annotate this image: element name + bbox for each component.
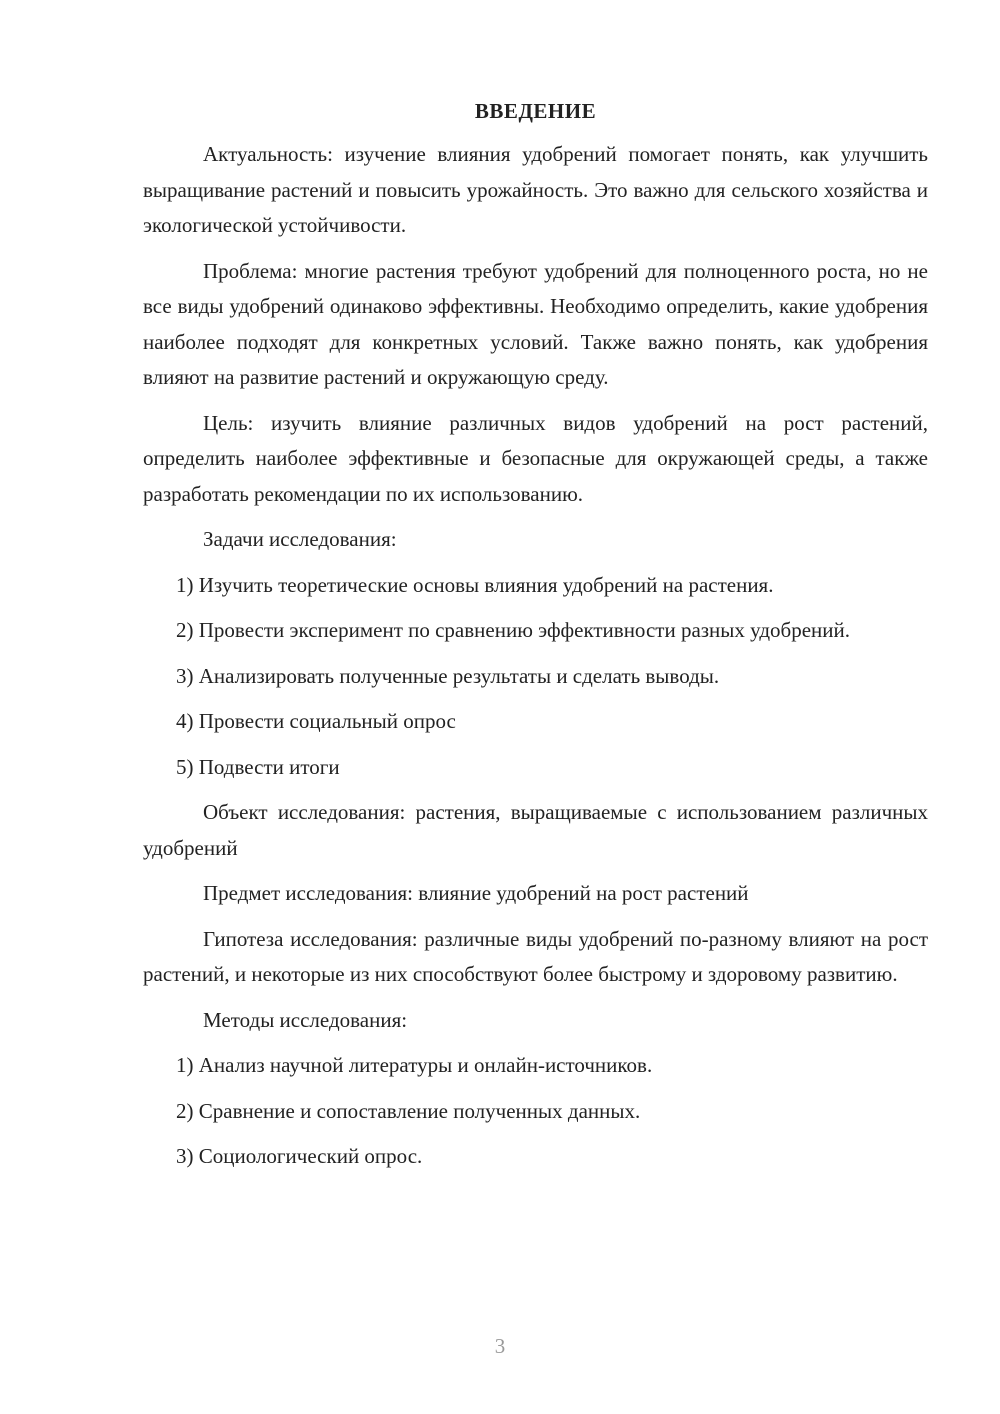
page-number: 3 bbox=[494, 1334, 506, 1358]
task-item: 2) Провести эксперимент по сравнению эффективности разных удобрений. bbox=[176, 618, 850, 642]
object-paragraph: Объект исследования: растения, выращиваемые с использованием различных удобрений bbox=[143, 800, 928, 860]
tasks-heading: Задачи исследования: bbox=[203, 527, 397, 551]
section-title: ВВЕДЕНИЕ bbox=[474, 99, 597, 123]
task-item: 5) Подвести итоги bbox=[176, 754, 340, 779]
method-item: 2) Сравнение и сопоставление полученных данных. bbox=[176, 1098, 641, 1123]
task-item: 3) Анализировать полученные результаты и сделать выводы. bbox=[176, 663, 720, 688]
goal-paragraph: Цель: изучить влияние различных видов удобрений на рост растений, определить наиболее эффективные и безопасные для окружающей среды, а также разработать рекомендации по их использованию. bbox=[143, 410, 928, 506]
method-item: 1) Анализ научной литературы и онлайн-источников. bbox=[176, 1053, 653, 1077]
hypothesis-paragraph: Гипотеза исследования: различные виды удобрений по-разному влияют на рост растений, и некоторые из них способствуют более быстрому и здоровому развитию. bbox=[143, 926, 928, 986]
task-item: 4) Провести социальный опрос bbox=[176, 709, 456, 733]
document-page bbox=[143, 96, 928, 1185]
relevance-paragraph: Актуальность: изучение влияния удобрений помогает понять, как улучшить выращивание растений и повысить урожайность. Это важно для сельского хозяйства и экологической устойчивости. bbox=[143, 142, 928, 237]
method-item: 3) Социологический опрос. bbox=[176, 1144, 423, 1168]
problem-paragraph: Проблема: многие растения требуют удобрений для полноценного роста, но не все виды удобрений одинаково эффективны. Необходимо определить, какие удобрения наиболее подходят для конкретных условий. Также важно понять, как удобрения влияют на развитие растений и окружающую среду. bbox=[143, 258, 928, 389]
task-item: 1) Изучить теоретические основы влияния удобрений на растения. bbox=[176, 572, 774, 597]
subject-paragraph: Предмет исследования: влияние удобрений на рост растений bbox=[203, 881, 749, 905]
methods-heading: Методы исследования: bbox=[203, 1007, 408, 1032]
